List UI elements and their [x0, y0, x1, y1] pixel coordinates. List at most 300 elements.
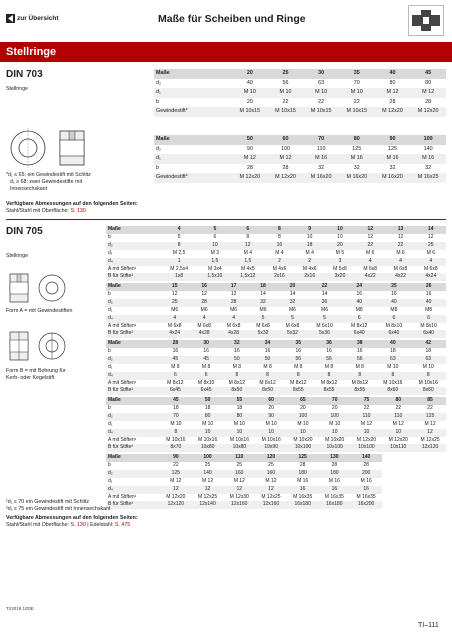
table-row [106, 437, 446, 445]
table-cell: M 10x15 [339, 107, 375, 117]
table-cell: 18 [173, 404, 179, 411]
table-cell: M 8x10 [385, 322, 403, 329]
table-cell: M 5 [335, 249, 345, 256]
back-to-overview-link[interactable] [6, 14, 59, 23]
table-cell: M 10x20 [293, 436, 313, 443]
din703-table-2 [154, 135, 446, 183]
table-cell: 5x32 [278, 330, 307, 338]
table-header-cell: 20 [232, 69, 268, 79]
table-cell: M 6 [366, 249, 375, 256]
table-header-cell: 36 [314, 340, 345, 348]
din703-table-1 [154, 69, 446, 117]
table-cell: 5 [278, 315, 307, 323]
table-cell: 32 [425, 164, 432, 171]
table-header-row [106, 397, 446, 405]
din705-form-b-drawing [8, 328, 68, 364]
table-cell: 180 [319, 470, 351, 478]
table-cell: M 10 [170, 420, 182, 427]
table-cell: 32 [248, 299, 277, 307]
table-cell: 32 [353, 164, 360, 171]
table-cell: 12 [367, 233, 373, 240]
row-label: d₄ [106, 258, 160, 266]
table-cell: M 10 [303, 88, 339, 98]
din705-avail-link-steel[interactable]: S. 130 [70, 522, 86, 528]
table-cell: 4x24 [416, 273, 446, 281]
table-cell: M 10 [202, 420, 214, 427]
table-cell: 8 [160, 242, 198, 250]
table-cell: M 12x25 [261, 493, 281, 500]
table-cell: 18 [390, 347, 396, 354]
table-cell: M 10x16 [383, 379, 403, 386]
table-cell: 14 [260, 290, 266, 297]
table-cell: 8x55 [283, 387, 314, 395]
table-cell: 5 [307, 315, 342, 323]
row-label: b [156, 164, 159, 171]
din705-table-2 [106, 283, 446, 338]
table-cell: 28 [299, 461, 306, 468]
table-cell: M 10 [265, 420, 277, 427]
table-row [106, 501, 382, 509]
table-cell: 45 [191, 356, 222, 364]
table-header-cell: 34 [252, 340, 283, 348]
din703-note-2: d₁ ≥ 68: zwei Gewindestifte mit [10, 179, 83, 185]
table-cell: 63 [375, 356, 410, 364]
table-cell: 8 [160, 429, 192, 437]
table-header-cell: 30 [191, 340, 222, 348]
table-cell: M 6x8 [197, 322, 211, 329]
table-cell: M 16 [339, 154, 375, 164]
table-header-row [154, 135, 446, 145]
table-cell: M 16 [360, 477, 372, 484]
table-cell: 70 [160, 413, 192, 421]
table-header-cell: 16 [189, 283, 218, 291]
table-cell: 12 [255, 486, 287, 494]
table-row [106, 462, 382, 470]
table-row [106, 421, 446, 429]
row-label: d₁ [108, 249, 113, 256]
table-header-cell: 5 [198, 226, 231, 234]
din705-form-b-1: Form B = mit Bohrung für [6, 368, 66, 374]
table-row [154, 145, 446, 155]
table-cell: M 10x16 [198, 436, 218, 443]
table-header-cell: 32 [221, 340, 252, 348]
table-cell: 16 [172, 347, 179, 354]
table-cell: M 4x6 [272, 265, 287, 272]
row-label: B für Stifte² [106, 387, 160, 395]
table-header-cell: 6 [231, 226, 264, 234]
table-cell: 140 [423, 145, 433, 152]
din703-availability [6, 201, 138, 215]
table-cell: 100 [287, 413, 319, 421]
table-cell: 1x8 [160, 273, 198, 281]
row-label: d₂ [106, 470, 160, 478]
table-cell: M 16 [297, 477, 309, 484]
table-cell: M 10 [268, 88, 304, 98]
table-cell: 10 [306, 233, 313, 240]
din705-desc: Stellringe [6, 253, 29, 259]
din705-avail-title: Verfügbare Abmessungen auf den folgenden Seiten: [6, 515, 138, 521]
table-cell: 6x40 [342, 330, 377, 338]
table-header-cell: 35 [339, 69, 375, 79]
table-cell: 10x90 [255, 444, 287, 452]
table-cell: M 8 [171, 363, 180, 370]
table-cell: 70 [353, 79, 360, 86]
table-header-cell: 20 [278, 283, 307, 291]
table-cell: 16 [264, 347, 271, 354]
table-cell: 180 [287, 470, 319, 478]
table-header-cell: 25 [377, 283, 412, 291]
table-cell: 56 [282, 79, 289, 86]
table-cell: 22 [318, 98, 325, 105]
table-cell: 125 [352, 145, 362, 152]
table-cell: 80 [425, 79, 432, 86]
table-cell: M 10 [297, 420, 309, 427]
row-label: d₄ [106, 429, 160, 437]
table-cell: M 12x20 [166, 493, 186, 500]
table-cell: 3x20 [325, 273, 355, 281]
table-header-cell: 8 [264, 226, 294, 234]
table-cell: 4 [355, 258, 385, 266]
table-cell: 5x32 [248, 330, 277, 338]
table-cell: 2x16 [264, 273, 294, 281]
table-header-cell: 24 [342, 283, 377, 291]
table-cell: 20 [325, 242, 355, 250]
table-cell: M 8 [355, 363, 364, 370]
row-label: d₄ [106, 486, 160, 494]
table-row [106, 380, 446, 388]
table-cell: 16 [326, 347, 332, 354]
table-cell: M 8 [263, 363, 272, 370]
table-cell: M 6x8 [424, 265, 438, 272]
table-cell: M 6 [426, 249, 435, 256]
table-cell: 28 [246, 164, 253, 171]
table-cell: M 8x12 [351, 379, 368, 386]
table-cell: M6 [200, 306, 208, 313]
table-header-cell: 65 [287, 397, 319, 405]
table-cell: 12x120 [414, 444, 446, 452]
din705-avail-link-stainless[interactable]: S. 475 [114, 522, 131, 528]
table-cell: M 8x10 [420, 322, 437, 329]
table-cell: 6 [411, 315, 446, 323]
table-header-cell: 60 [255, 397, 287, 405]
table-row [106, 372, 446, 380]
table-cell: M 12x20 [356, 436, 377, 443]
table-header-cell: 75 [351, 397, 383, 405]
table-cell: 28 [363, 461, 369, 468]
table-header-cell: 18 [248, 283, 277, 291]
table-cell: 100 [319, 413, 351, 421]
table-cell: 1,5 [198, 258, 231, 266]
table-cell: M 16x20 [375, 173, 411, 183]
row-label: b [108, 290, 111, 297]
table-cell: M 16x35 [293, 493, 313, 500]
table-header-cell: 140 [350, 454, 382, 462]
table-header-row [154, 69, 446, 79]
table-cell: 8x60 [411, 387, 446, 395]
row-label: d₂ [156, 145, 162, 152]
table-header-cell: 50 [232, 135, 268, 145]
din705-form-a: Form A = mit Gewindestiften [6, 308, 73, 314]
table-row [154, 88, 446, 98]
table-cell: 22 [385, 242, 415, 250]
table-cell: 10x110 [382, 444, 414, 452]
table-row [106, 444, 446, 452]
table-cell: 22 [395, 404, 402, 411]
table-cell: 5 [248, 315, 277, 323]
table-cell: 6 [342, 315, 377, 323]
table-header-cell: 22 [307, 283, 342, 291]
table-cell: M 10x20 [325, 436, 345, 443]
row-label: b [108, 461, 111, 468]
table-cell: 25 [160, 299, 189, 307]
table-header-cell: 40 [375, 340, 410, 348]
table-cell: M 10x15 [268, 107, 304, 117]
table-cell: 10x100 [319, 444, 351, 452]
table-cell: 8 [375, 372, 410, 380]
table-cell: 16 [287, 486, 319, 494]
table-header-cell: 125 [287, 454, 319, 462]
table-cell: 8 [246, 233, 250, 240]
washer-logo-icon [409, 6, 443, 35]
table-cell: 18 [236, 404, 243, 411]
table-cell: 1,5 [231, 258, 264, 266]
table-row [106, 413, 446, 421]
table-cell: M 10x16 [166, 436, 186, 443]
table-cell: 80 [224, 413, 256, 421]
table-cell: 80 [389, 79, 396, 86]
table-cell: 20 [331, 404, 338, 411]
table-header-cell: 30 [303, 69, 339, 79]
table-header-label: Maße [106, 397, 160, 405]
page-number: TI–111 [418, 622, 439, 629]
table-header-cell: 90 [160, 454, 192, 462]
row-label: d₂ [106, 299, 160, 307]
table-header-cell: 15 [160, 283, 189, 291]
table-cell: 12 [397, 233, 404, 240]
table-header-cell: 4 [160, 226, 198, 234]
din705-foot-1: ¹d₁ ≤ 70 ein Gewindestift mit Schlitz [6, 499, 90, 505]
table-cell: 4x28 [189, 330, 218, 338]
din705-avail-text: Stahl/Stahl mit Oberfläche: [6, 522, 71, 528]
row-label: b [156, 98, 159, 105]
table-row [106, 486, 382, 494]
table-cell: 28 [189, 299, 218, 307]
table-cell: M8 [390, 306, 398, 313]
table-cell: 6 [213, 233, 217, 240]
table-cell: 25 [416, 242, 446, 250]
table-cell: 8x50 [221, 387, 252, 395]
table-cell: M 8x12 [351, 322, 368, 329]
table-cell: 16 [264, 242, 294, 250]
table-cell: M 16x35 [356, 493, 376, 500]
table-header-cell: 55 [224, 397, 256, 405]
table-cell: M 6x8 [285, 322, 300, 329]
table-cell: M 12x20 [268, 173, 304, 183]
table-cell: M 10 [232, 88, 268, 98]
row-label: d₄ [106, 372, 160, 380]
table-cell: 4 [219, 315, 248, 323]
table-cell: 22 [363, 404, 370, 411]
back-link-label: zur Übersicht [17, 15, 59, 22]
table-cell: 18 [295, 242, 325, 250]
document-code: TI/2019.10DE [6, 606, 34, 611]
table-cell: M 2,5 [172, 249, 186, 256]
table-cell: M 2,5x4 [170, 265, 189, 272]
table-cell: 8x55 [344, 387, 375, 395]
table-cell: 45 [160, 356, 191, 364]
table-cell: 12x160 [223, 501, 255, 509]
table-row [106, 356, 446, 364]
table-cell: 28 [389, 98, 396, 105]
table-cell: M 16 [410, 154, 446, 164]
table-cell: 16x200 [350, 501, 382, 509]
table-cell: 10x80 [224, 444, 256, 452]
table-cell: 5 [177, 233, 181, 240]
table-cell: 16 [234, 347, 240, 354]
table-header-cell: 70 [303, 135, 339, 145]
table-cell: 16 [356, 290, 362, 297]
table-cell: 63 [318, 79, 325, 86]
logo [408, 5, 444, 36]
table-cell: M 12 [424, 420, 436, 427]
table-cell: 160 [255, 470, 287, 478]
table-row [106, 234, 446, 242]
table-cell: 16 [350, 486, 382, 494]
table-cell: M 12x20 [232, 173, 268, 183]
table-cell: 3 [325, 258, 355, 266]
table-cell: M 6x8 [363, 265, 378, 272]
table-header-row [106, 283, 446, 291]
row-label: B für Stifte² [106, 273, 160, 281]
din703-note-3: Innensechskant [10, 186, 48, 192]
table-cell: M 8x12 [167, 379, 184, 386]
table-cell: M 10 [422, 363, 434, 370]
table-cell: 12 [223, 486, 255, 494]
din703-avail-link[interactable]: S. 130 [70, 208, 86, 214]
table-cell: 18 [204, 404, 211, 411]
table-cell: 10 [382, 429, 414, 437]
table-header-cell: 26 [411, 283, 446, 291]
table-cell: 6 [160, 372, 191, 380]
section-title: Stellringe [6, 46, 57, 58]
din705-foot-2: ²d₁ ≥ 75 ein Gewindestift mit Innensechskant [6, 506, 111, 512]
table-cell: M 12x25 [420, 436, 440, 443]
table-cell: 8 [278, 233, 281, 240]
table-header-cell: 85 [414, 397, 446, 405]
table-cell: 125 [160, 470, 192, 478]
table-cell: 6x45 [160, 387, 191, 395]
table-cell: M 8x10 [197, 379, 215, 386]
table-cell: M 16x20 [303, 173, 339, 183]
table-cell: 12 [160, 486, 192, 494]
table-cell: 4x28 [219, 330, 248, 338]
table-cell: 1 [160, 258, 198, 266]
row-label: Gewindestift* [154, 173, 232, 183]
table-row [106, 307, 446, 315]
table-header-cell: 45 [160, 397, 192, 405]
table-cell: 110 [351, 413, 383, 421]
table-cell: M 16x20 [339, 173, 375, 183]
table-cell: 1,5x10 [198, 273, 231, 281]
table-cell: M 3x4 [208, 265, 222, 272]
table-cell: 18 [425, 347, 432, 354]
table-header-cell: 14 [416, 226, 446, 234]
table-cell: M8 [425, 306, 433, 313]
table-cell: 20 [246, 98, 253, 105]
table-cell: 8 [411, 372, 446, 380]
table-cell: M 6x8 [167, 322, 182, 329]
table-cell: 22 [282, 98, 289, 105]
table-header-cell: 45 [410, 69, 446, 79]
table-cell: M 16 [328, 477, 340, 484]
table-header-cell: 130 [319, 454, 351, 462]
table-cell: 28 [282, 164, 289, 171]
table-cell: 100 [280, 145, 290, 152]
table-cell: 90 [246, 145, 253, 152]
table-cell: M 4 [275, 249, 284, 256]
row-label: d₂ [106, 356, 160, 364]
table-cell: 6 [191, 372, 222, 380]
row-label: d₁ [154, 154, 232, 164]
din703-avail-title: Verfügbare Abmessungen auf den folgenden Seiten: [6, 201, 138, 207]
table-header-label: Maße [154, 135, 232, 145]
table-cell: 10x100 [351, 444, 383, 452]
table-cell: 90 [255, 413, 287, 421]
table-cell: M 12 [410, 88, 446, 98]
table-cell: 80 [192, 413, 224, 421]
table-cell: 4x22 [355, 273, 385, 281]
table-cell: 25 [268, 461, 274, 468]
table-header-row [106, 340, 446, 348]
table-cell: M6 [230, 306, 238, 313]
table-row [154, 98, 446, 108]
row-label: B für Stifte² [106, 501, 160, 509]
din705-avail-sep: | Edelstahl: [85, 522, 115, 528]
row-label: Gewindestift* [154, 107, 232, 117]
table-cell: M 4x5 [241, 265, 255, 272]
table-cell: 16x180 [319, 501, 351, 509]
table-cell: 14 [289, 290, 296, 297]
table-cell: 12 [428, 233, 434, 240]
row-label: d₁ [108, 306, 113, 313]
row-label: d₂ [106, 413, 160, 421]
table-cell: M6 [171, 306, 179, 313]
table-row [106, 348, 446, 356]
table-cell: 16 [319, 486, 351, 494]
table-cell: 12 [192, 486, 224, 494]
table-row [106, 299, 446, 307]
table-cell: 28 [219, 299, 248, 307]
table-cell: 16 [425, 290, 432, 297]
table-row [106, 242, 446, 250]
table-cell: 125 [387, 145, 397, 152]
table-cell: M 4x6 [302, 265, 317, 272]
table-cell: 200 [350, 470, 382, 478]
table-cell: 22 [427, 404, 433, 411]
row-label: B für Stifte² [106, 330, 160, 338]
table-cell: 16 [203, 347, 209, 354]
table-cell: 6x40 [377, 330, 412, 338]
table-cell: 125 [414, 413, 446, 421]
table-cell: 20 [300, 404, 306, 411]
row-label: b [108, 233, 111, 240]
table-cell: M 8 [294, 363, 303, 370]
din703-avail-text: Stahl/Stahl mit Oberfläche: [6, 208, 71, 214]
table-cell: M 16 [375, 154, 411, 164]
table-cell: M 5x8 [333, 265, 347, 272]
table-cell: 56 [344, 356, 375, 364]
table-cell: 40 [411, 299, 446, 307]
